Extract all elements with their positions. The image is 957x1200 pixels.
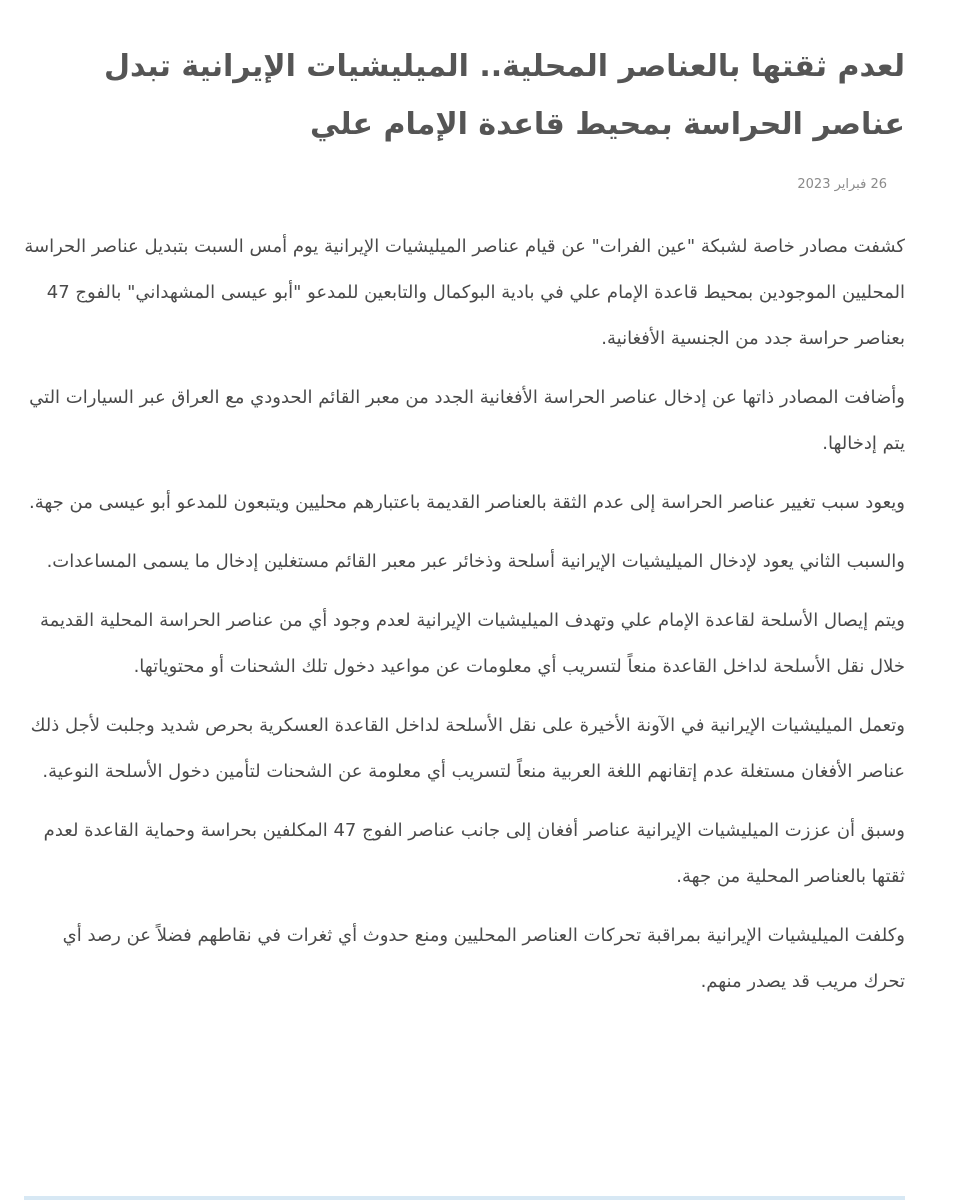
article-paragraph-1: كشفت مصادر خاصة لشبكة "عين الفرات" عن قيام عناصر الميليشيات الإيرانية يوم أمس السبت بتبديل عناصر الحراسة المحليين الموجودين بمحيط قاعدة الإمام علي في بادية البوكمال والتابعين للمدعو "أبو عيسى المشهداني" بالفوج 47 بعناصر حراسة جدد من الجنسية الأفغانية.: [24, 236, 905, 349]
article-paragraph-8: وكلفت الميليشيات الإيرانية بمراقبة تحركات العناصر المحليين ومنع حدوث أي ثغرات في نقاطهم فضلاً عن رصد أي تحرك مريب قد يصدر منهم.: [62, 925, 905, 992]
article-paragraph-6: وتعمل الميليشيات الإيرانية في الآونة الأخيرة على نقل الأسلحة لداخل القاعدة العسكرية بحرص شديد وجلبت لأجل ذلك عناصر الأفغان مستغلة عدم إتقانهم اللغة العربية منعاً لتسريب أي معلومة عن الشحنات لتأمين دخول الأسلحة النوعية.: [30, 715, 905, 782]
article-paragraph-5: ويتم إيصال الأسلحة لقاعدة الإمام علي وتهدف الميليشيات الإيرانية لعدم وجود أي من عناصر الحراسة المحلية القديمة خلال نقل الأسلحة لداخل القاعدة منعاً لتسريب أي معلومات عن مواعيد دخول تلك الشحنات أو محتوياتها.: [39, 610, 905, 677]
article: [24, 0, 905, 1018]
article-paragraph-3: ويعود سبب تغيير عناصر الحراسة إلى عدم الثقة بالعناصر القديمة باعتبارهم محليين ويتبعون للمدعو أبو عيسى من جهة.: [29, 492, 905, 513]
article-paragraph-2: وأضافت المصادر ذاتها عن إدخال عناصر الحراسة الأفغانية الجدد من معبر القائم الحدودي مع العراق عبر السيارات التي يتم إدخالها.: [29, 387, 905, 454]
article-title: لعدم ثقتها بالعناصر المحلية.. الميليشيات الإيرانية تبدل عناصر الحراسة بمحيط قاعدة الإمام علي: [104, 49, 905, 142]
bottom-accent-bar: [24, 1196, 905, 1200]
publish-date: 26 فبراير 2023: [797, 177, 887, 192]
article-paragraph-4: والسبب الثاني يعود لإدخال الميليشيات الإيرانية أسلحة وذخائر عبر معبر القائم مستغلين إدخال ما يسمى المساعدات.: [46, 551, 905, 572]
article-body: [24, 224, 905, 1005]
article-paragraph-7: وسبق أن عززت الميليشيات الإيرانية عناصر أفغان إلى جانب عناصر الفوج 47 المكلفين بحراسة وحماية القاعدة لعدم ثقتها بالعناصر المحلية من جهة.: [43, 820, 905, 887]
